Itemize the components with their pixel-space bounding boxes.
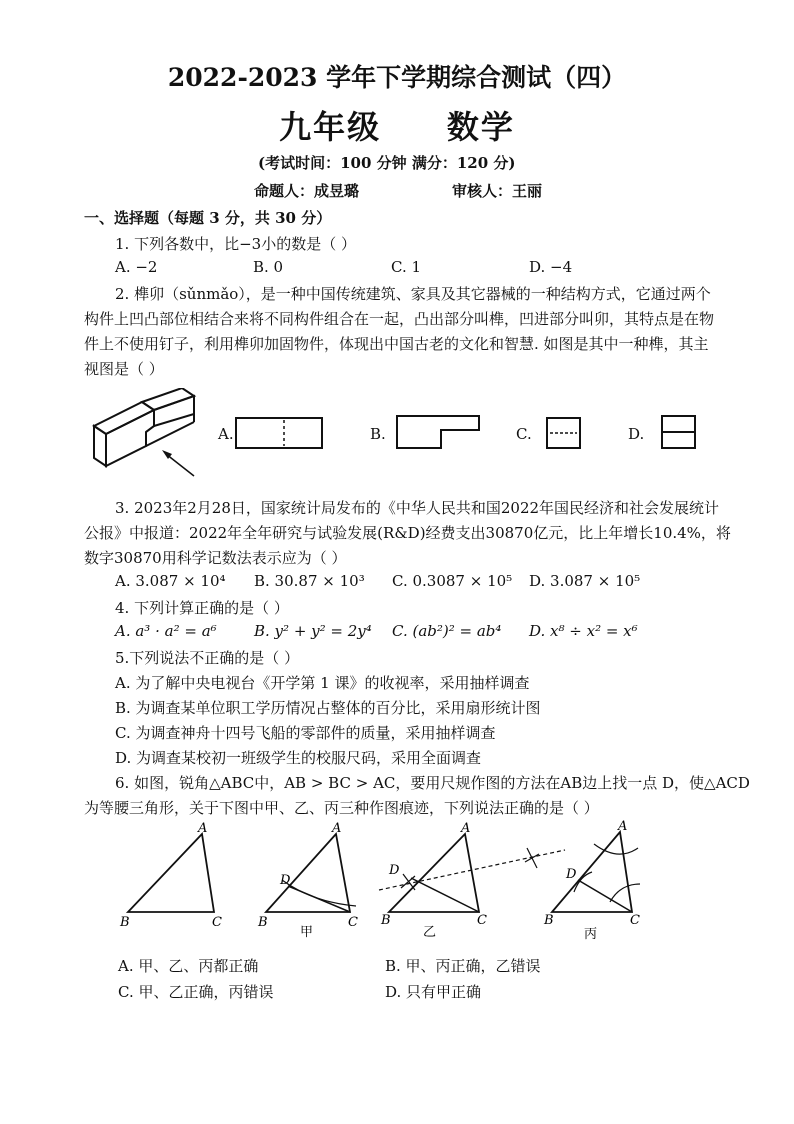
jia-vertex-a: A [332, 821, 342, 836]
jia-vertex-c: C [348, 915, 358, 930]
q6-option-d: D. 只有甲正确 [385, 983, 482, 1001]
q6-line1: 6. 如图，锐角△ABC中，AB > BC > AC，要用尺规作图的方法在AB边上找一点 D，使△ACD [115, 774, 750, 792]
q2-option-b-label: B. [370, 425, 386, 443]
bing-vertex-b: B [544, 913, 554, 928]
jia-vertex-b: B [258, 915, 268, 930]
q2-line1: 2. 榫卯（sǔnmǎo），是一种中国传统建筑、家具及其它器械的一种结构方式，它通过两个 [115, 285, 711, 303]
q2-line3: 件上不使用钉子，利用榫卯加固物件，体现出中国古老的文化和智慧. 如图是其中一种榫，其主 [84, 335, 709, 353]
yi-label: 乙 [423, 925, 437, 940]
q3-line3: 数字30870用科学记数法表示应为（ ） [84, 549, 347, 567]
figure-jia [252, 820, 372, 942]
q1-stem: 1. 下列各数中，比−3小的数是（ ） [115, 235, 356, 253]
q3-option-c: C. 0.3087 × 10⁵ [392, 572, 513, 590]
q6-line2: 为等腰三角形，关于下图中甲、乙、丙三种作图痕迹，下列说法正确的是（ ） [84, 799, 599, 817]
bing-vertex-c: C [630, 913, 640, 928]
yi-vertex-d: D [389, 863, 400, 878]
q6-option-c: C. 甲、乙正确，丙错误 [118, 983, 274, 1001]
q2-option-a-label: A. [218, 425, 234, 443]
yi-vertex-c: C [477, 913, 487, 928]
q6-option-b: B. 甲、丙正确，乙错误 [385, 957, 541, 975]
q5-option-c: C. 为调查神舟十四号飞船的零部件的质量，采用抽样调查 [115, 724, 496, 742]
reviewer: 审核人：王丽 [452, 182, 543, 200]
q5-option-a: A. 为了解中央电视台《开学第 1 课》的收视率，采用抽样调查 [115, 674, 530, 692]
q6-option-a: A. 甲、乙、丙都正确 [118, 957, 259, 975]
q3-option-d: D. 3.087 × 10⁵ [529, 572, 641, 590]
yi-vertex-a: A [461, 821, 471, 836]
figure-bing [540, 818, 650, 942]
q3-line2: 公报》中报道：2022年全年研究与试验发展(R&D)经费支出30870亿元，比上年增长10.4%，将 [84, 524, 731, 542]
q2-option-c-figure [544, 415, 584, 451]
q4-option-a: A. a³ · a² = a⁶ [115, 622, 217, 640]
tenon-3d-figure [84, 388, 214, 483]
jia-label: 甲 [300, 925, 314, 940]
vertex-a-label: A [198, 821, 208, 836]
author: 命题人：成昱璐 [254, 182, 360, 200]
q1-option-a: A. −2 [115, 258, 158, 276]
q2-option-d-label: D. [628, 425, 645, 443]
q3-line1: 3. 2023年2月28日，国家统计局发布的《中华人民共和国2022年国民经济和社会发展统计 [115, 499, 720, 517]
q3-option-b: B. 30.87 × 10³ [254, 572, 365, 590]
q1-option-d: D. −4 [529, 258, 573, 276]
q5-option-b: B. 为调查某单位职工学历情况占整体的百分比，采用扇形统计图 [115, 699, 541, 717]
exam-title: 2022-2023 学年下学期综合测试（四） [167, 63, 627, 92]
bing-vertex-a: A [618, 819, 628, 834]
q3-option-a: A. 3.087 × 10⁴ [115, 572, 226, 590]
bing-vertex-d: D [566, 867, 577, 882]
triangle-abc-figure [118, 820, 238, 932]
q2-option-c-label: C. [516, 425, 532, 443]
vertex-c-label: C [212, 915, 222, 930]
q2-option-a-figure [234, 416, 324, 450]
q1-option-c: C. 1 [391, 258, 422, 276]
yi-vertex-b: B [381, 913, 391, 928]
q2-option-d-figure [659, 413, 699, 451]
jia-vertex-d: D [280, 873, 291, 888]
q2-option-b-figure [393, 414, 483, 450]
q5-option-d: D. 为调查某校初一班级学生的校服尺码，采用全面调查 [115, 749, 482, 767]
vertex-b-label: B [120, 915, 130, 930]
grade-subject: 九年级 数学 [279, 108, 515, 146]
bing-label: 丙 [584, 927, 598, 942]
q4-option-c: C. (ab²)² = ab⁴ [392, 622, 502, 640]
q4-stem: 4. 下列计算正确的是（ ） [115, 599, 289, 617]
q4-option-d: D. x⁸ ÷ x² = x⁶ [529, 622, 638, 640]
q2-line4: 视图是（ ） [84, 360, 164, 378]
q1-option-b: B. 0 [253, 258, 284, 276]
q4-option-b: B. y² + y² = 2y⁴ [254, 622, 372, 640]
q2-line2: 构件上凹凸部位相结合来将不同构件组合在一起，凸出部分叫榫，凹进部分叫卯，其特点是在物 [84, 310, 715, 328]
q5-stem: 5.下列说法不正确的是（ ） [115, 649, 300, 667]
section-heading: 一、选择题（每题 3 分，共 30 分） [84, 209, 332, 227]
exam-info: (考试时间：100 分钟 满分：120 分) [258, 154, 516, 172]
